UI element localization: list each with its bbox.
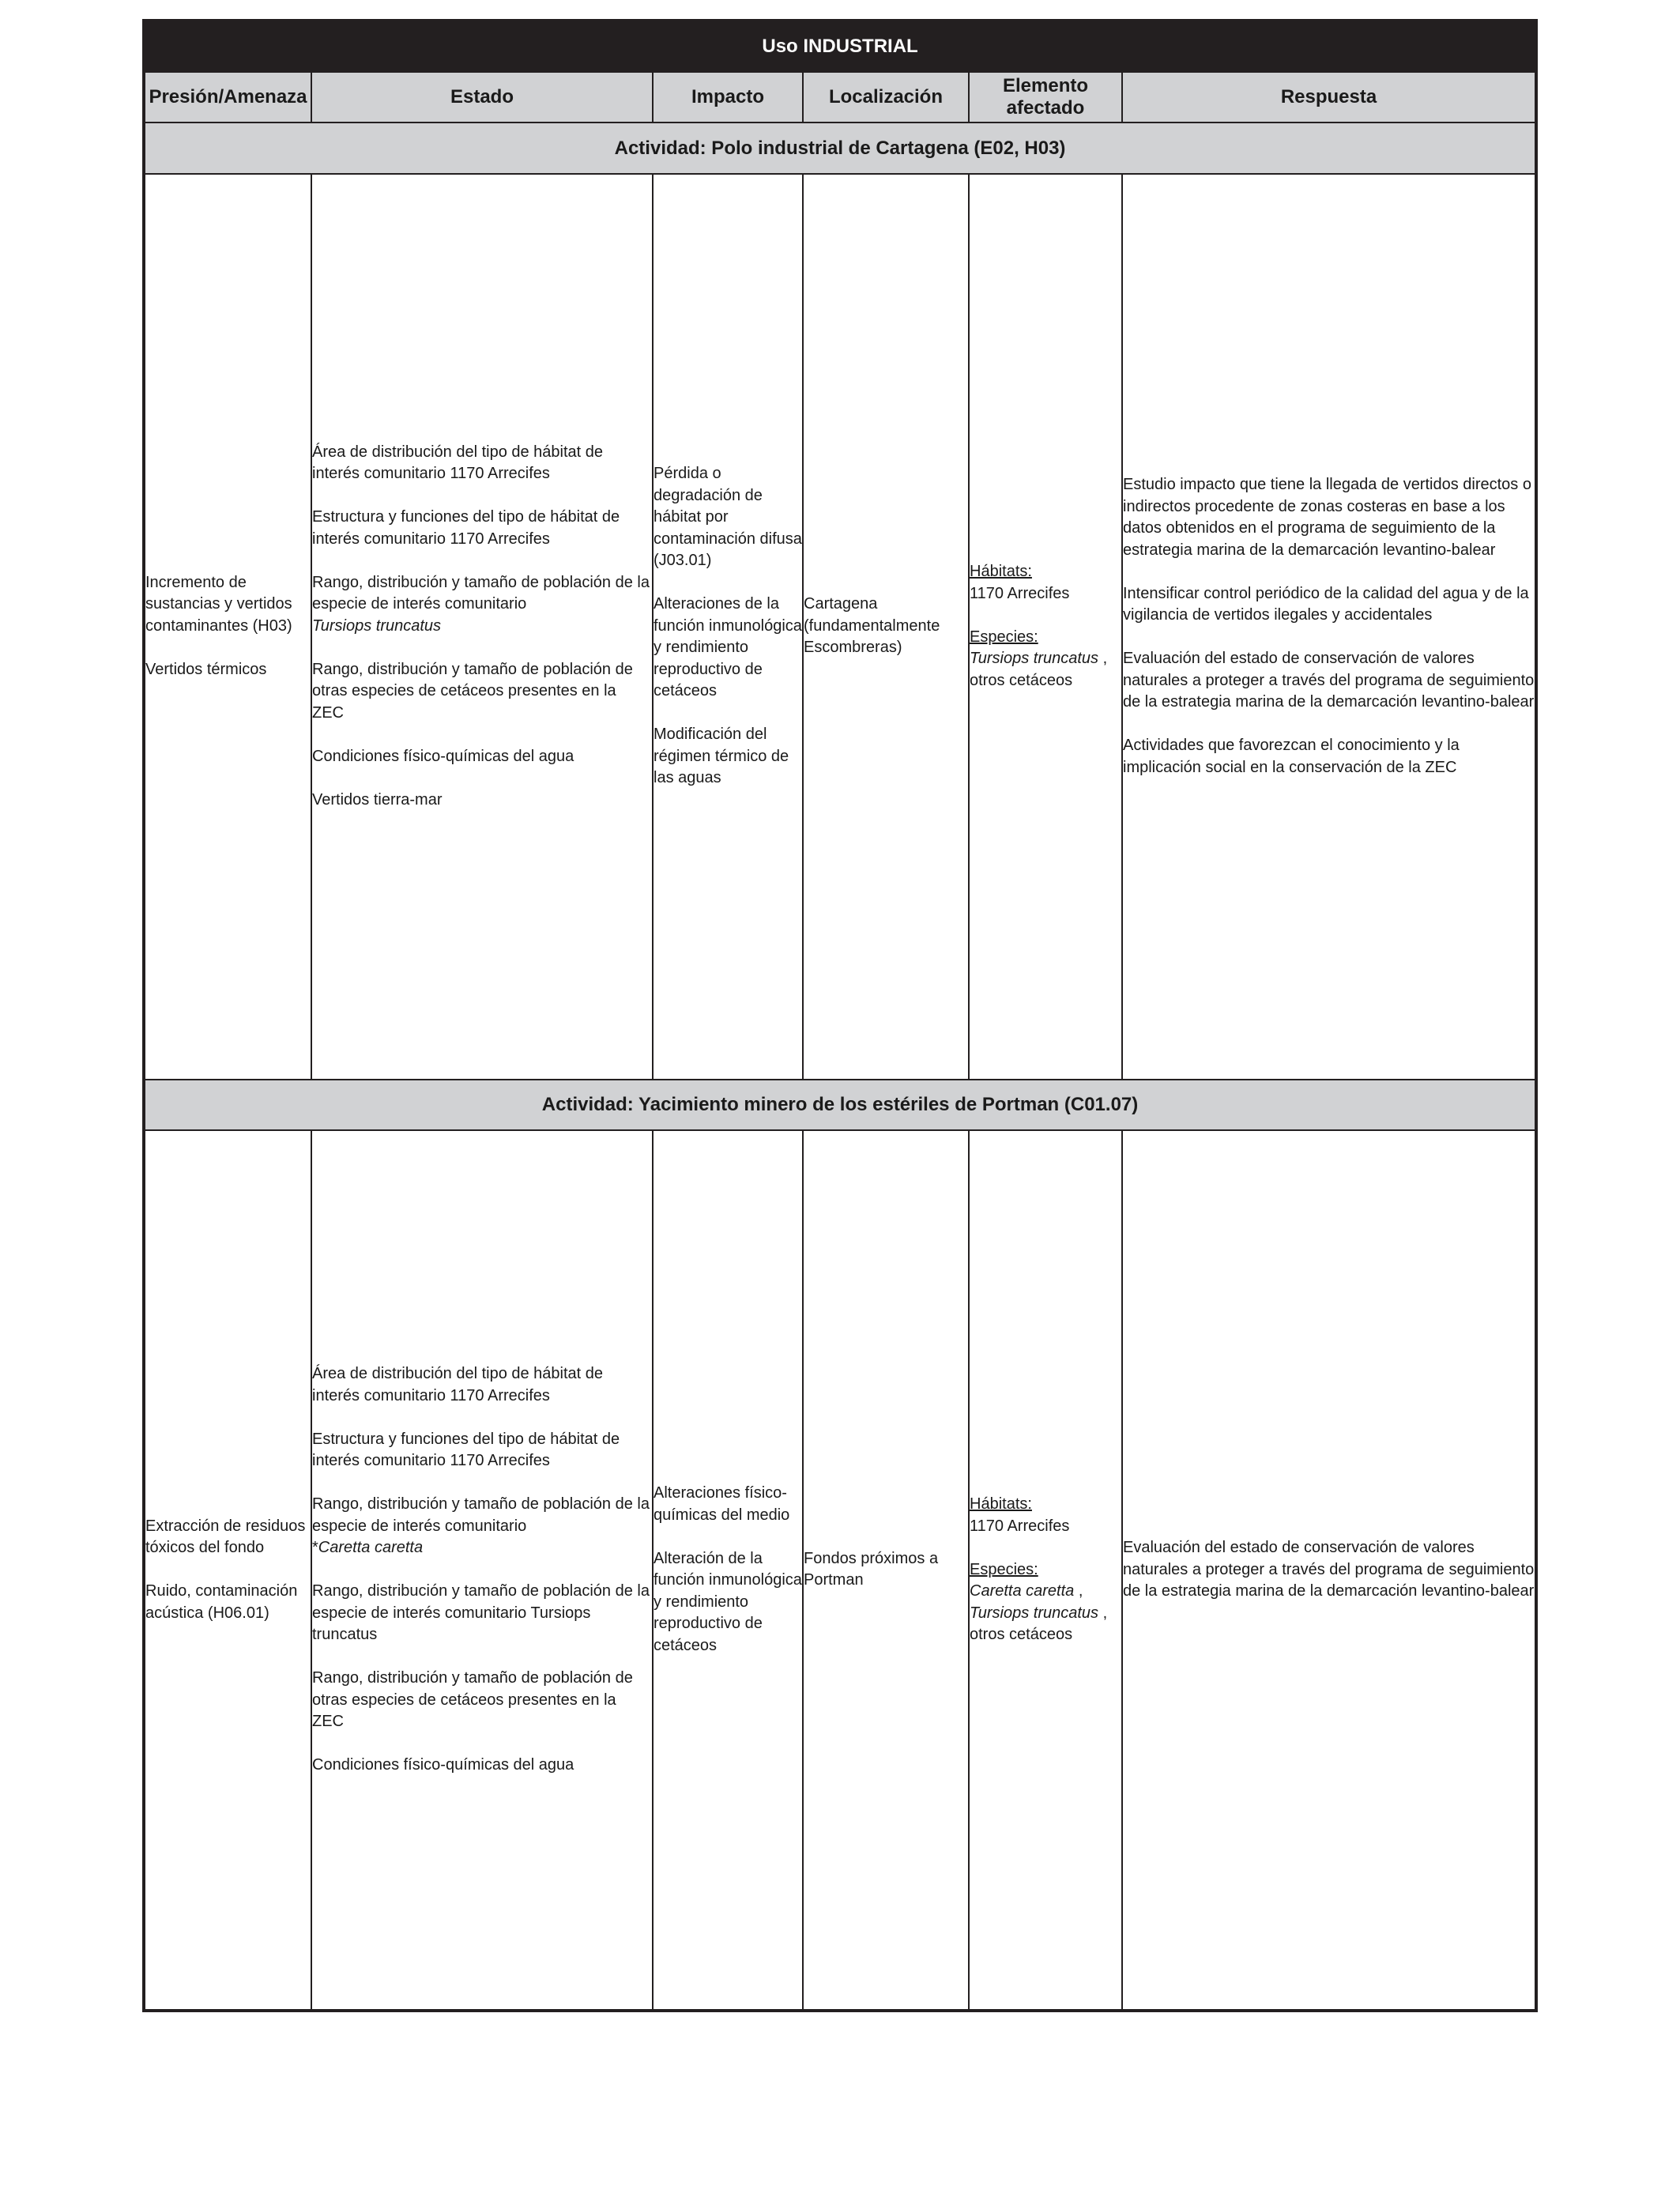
presion-item: Extracción de residuos tóxicos del fondo xyxy=(145,1517,306,1557)
presion-item: Vertidos térmicos xyxy=(145,660,267,678)
header-localizacion: Localización xyxy=(803,72,969,123)
especies-italic: Tursiops truncatus xyxy=(970,650,1099,668)
uso-industrial-table xyxy=(142,19,1538,2012)
especies-italic-2: Tursiops truncatus xyxy=(970,1604,1099,1622)
impacto-item: Modificación del régimen térmico de las aguas xyxy=(654,726,789,787)
estado-item: Vertidos tierra-mar xyxy=(312,790,443,809)
presion-item: Ruido, contaminación acústica (H06.01) xyxy=(145,1582,298,1622)
elemento-afectado-cell xyxy=(969,1130,1122,2011)
estado-item: Rango, distribución y tamaño de población de la especie de interés comunitario *Caretta caretta xyxy=(312,1495,650,1557)
estado-cell xyxy=(311,174,653,1080)
especies-sep: , xyxy=(1074,1582,1083,1600)
impacto-item: Alteración de la función inmunológica y rendimiento reproductivo de cetáceos xyxy=(654,1549,802,1654)
activity-title-cartagena: Actividad: Polo industrial de Cartagena (E02, H03) xyxy=(144,123,1536,173)
estado-item: Rango, distribución y tamaño de población de otras especies de cetáceos presentes en la ZEC xyxy=(312,1669,633,1731)
impacto-cell xyxy=(653,174,803,1080)
estado-item: Rango, distribución y tamaño de población de otras especies de cetáceos presentes en la ZEC xyxy=(312,660,633,722)
elemento-afectado-cell xyxy=(969,174,1122,1080)
impacto-item: Alteraciones de la función inmunológica y rendimiento reproductivo de cetáceos xyxy=(654,595,802,700)
estado-item: Área de distribución del tipo de hábitat de interés comunitario 1170 Arrecifes xyxy=(312,443,604,483)
estado-item: Condiciones físico-químicas del agua xyxy=(312,1756,574,1774)
header-respuesta: Respuesta xyxy=(1122,72,1536,123)
presion-item: Incremento de sustancias y vertidos contaminantes (H03) xyxy=(145,573,292,635)
especies-label: Especies: xyxy=(970,1560,1038,1578)
estado-item: Estructura y funciones del tipo de hábitat de interés comunitario 1170 Arrecifes xyxy=(312,1430,620,1470)
respuesta-cell xyxy=(1122,1130,1536,2011)
habitats-value: 1170 Arrecifes xyxy=(970,584,1070,602)
habitats-value: 1170 Arrecifes xyxy=(970,1517,1070,1535)
especies-italic: Caretta caretta xyxy=(970,1582,1075,1600)
respuesta-item: Estudio impacto que tiene la llegada de vertidos directos o indirectos procedente de zonas costeras en base a los datos obtenidos en el programa de seguimiento de la estrategia marina de la demarcación levantino-balear xyxy=(1123,476,1531,559)
localizacion-cell: Fondos próximos a Portman xyxy=(803,1130,969,2011)
impacto-item: Pérdida o degradación de hábitat por contaminación difusa (J03.01) xyxy=(654,465,802,570)
estado-cell xyxy=(311,1130,653,2011)
presion-cell xyxy=(144,174,311,1080)
impacto-item: Alteraciones físico-químicas del medio xyxy=(654,1484,790,1524)
localizacion-cell: Cartagena (fundamentalmente Escombreras) xyxy=(803,174,969,1080)
presion-cell xyxy=(144,1130,311,2011)
header-presion: Presión/Amenaza xyxy=(144,72,311,123)
estado-item: Área de distribución del tipo de hábitat de interés comunitario 1170 Arrecifes xyxy=(312,1365,604,1404)
estado-item: Rango, distribución y tamaño de población de la especie de interés comunitario Tursiops truncatus xyxy=(312,1582,650,1644)
respuesta-item: Evaluación del estado de conservación de valores naturales a proteger a través del programa de seguimiento de la estrategia marina de la demarcación levantino-balear xyxy=(1123,650,1535,711)
especies-rest: , otros cetáceos xyxy=(970,1604,1108,1644)
respuesta-item: Evaluación del estado de conservación de valores naturales a proteger a través del programa de seguimiento de la estrategia marina de la demarcación levantino-balear xyxy=(1123,1539,1535,1600)
estado-item: Estructura y funciones del tipo de hábitat de interés comunitario 1170 Arrecifes xyxy=(312,508,620,548)
respuesta-cell xyxy=(1122,174,1536,1080)
especies-label: Especies: xyxy=(970,628,1038,646)
habitats-label: Hábitats: xyxy=(970,1495,1032,1514)
especies-block xyxy=(970,1559,1121,1646)
header-estado: Estado xyxy=(311,72,653,123)
table-row xyxy=(144,174,1536,1080)
respuesta-item: Actividades que favorezcan el conocimiento y la implicación social en la conservación de la ZEC xyxy=(1123,737,1460,776)
estado-item: Rango, distribución y tamaño de población de la especie de interés comunitario Tursiops truncatus xyxy=(312,573,650,635)
header-impacto: Impacto xyxy=(653,72,803,123)
impacto-cell xyxy=(653,1130,803,2011)
activity-title-portman: Actividad: Yacimiento minero de los estériles de Portman (C01.07) xyxy=(144,1080,1536,1130)
especies-rest: , otros cetáceos xyxy=(970,650,1108,689)
habitats-block xyxy=(970,1494,1121,1537)
table-row xyxy=(144,1130,1536,2011)
table-title: Uso INDUSTRIAL xyxy=(144,21,1536,72)
especies-block xyxy=(970,627,1121,692)
habitats-block xyxy=(970,561,1121,605)
respuesta-item: Intensificar control periódico de la calidad del agua y de la vigilancia de vertidos ilegales y accidentales xyxy=(1123,584,1529,624)
header-elemento-afectado: Elemento afectado xyxy=(969,72,1122,123)
habitats-label: Hábitats: xyxy=(970,563,1032,581)
estado-item: Condiciones físico-químicas del agua xyxy=(312,747,574,765)
